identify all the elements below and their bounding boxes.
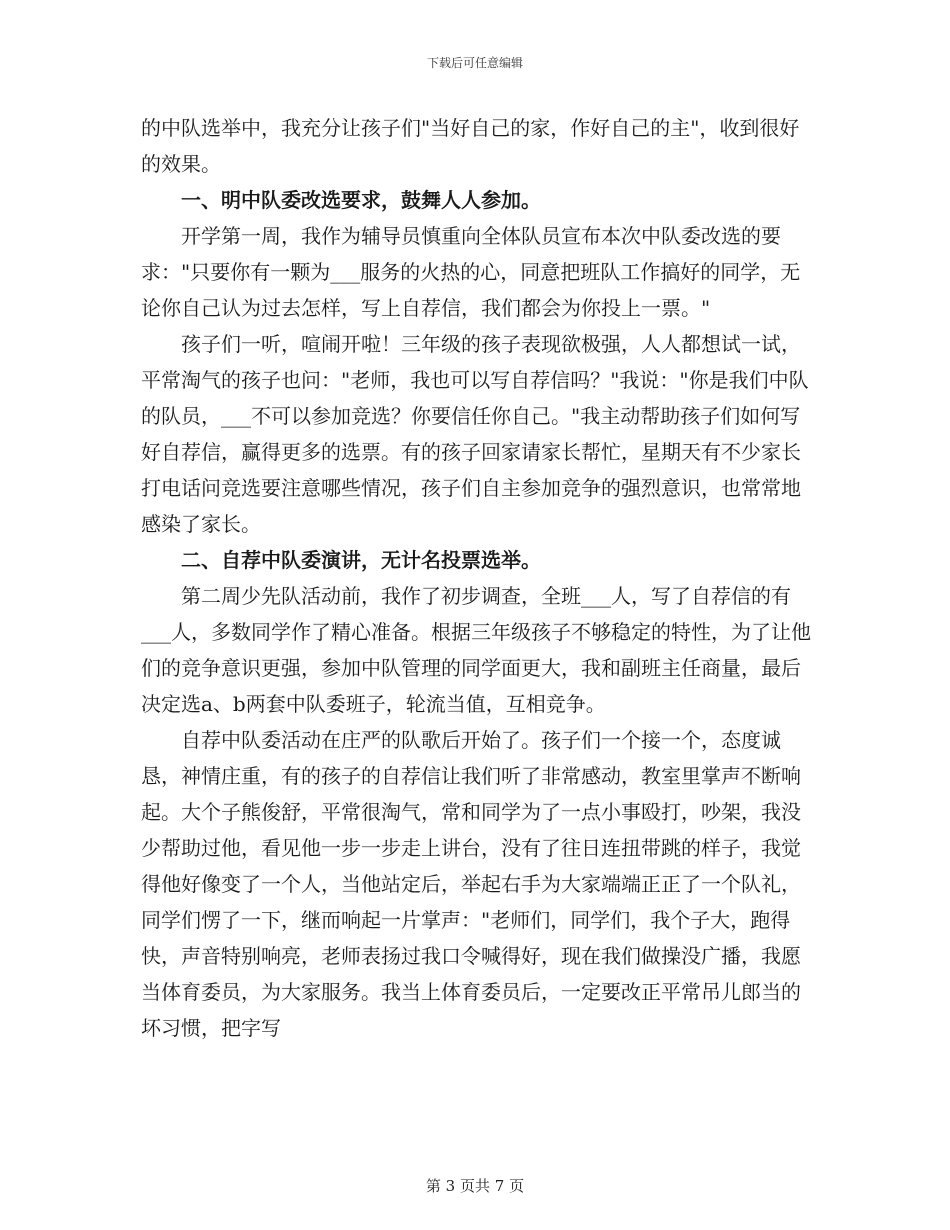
page-header: 下载后可任意编辑 bbox=[426, 56, 523, 70]
document-body bbox=[141, 110, 816, 1046]
paragraph: 孩子们一听，喧闹开啦！三年级的孩子表现欲极强，人人都想试一试，平常淘气的孩子也问："老师，我也可以写自荐信吗？"我说："你是我们中队的队员，___不可以参加竞选？你要信任你自己。"我主动帮助孩子们如何写好自荐信，赢得更多的选票。有的孩子回家请家长帮忙，星期天有不少家长打电话问竞选要注意哪些情况，孩子们自主参加竞争的强烈意识，也常常地感染了家长。 bbox=[141, 332, 809, 536]
page-number-footer: 第 3 页共 7 页 bbox=[425, 1177, 525, 1195]
section-heading: 二、自荐中队委演讲，无计名投票选举。 bbox=[181, 548, 541, 572]
paragraph: 开学第一周，我作为辅导员慎重向全体队员宣布本次中队委改选的要求："只要你有一颗为___服务的火热的心，同意把班队工作搞好的同学，无论你自己认为过去怎样，写上自荐信，我们都会为你投上一票。" bbox=[141, 224, 801, 320]
paragraph: 的中队选举中，我充分让孩子们"当好自己的家，作好自己的主"，收到很好的效果。 bbox=[141, 116, 800, 176]
paragraph: 第二周少先队活动前，我作了初步调查，全班___人，写了自荐信的有___人，多数同学作了精心准备。根据三年级孩子不够稳定的特性，为了让他们的竞争意识更强，参加中队管理的同学面更大，我和副班主任商量，最后决定选a、b两套中队委班子，轮流当值，互相竞争。 bbox=[141, 584, 811, 716]
paragraph: 自荐中队委活动在庄严的队歌后开始了。孩子们一个接一个，态度诚恳，神情庄重，有的孩子的自荐信让我们听了非常感动，教室里掌声不断响起。大个子熊俊舒，平常很淘气，常和同学为了一点小事殴打，吵架，我没少帮助过他，看见他一步一步走上讲台，没有了往日连扭带跳的样子，我觉得他好像变了一个人，当他站定后，举起右手为大家端端正正了一个队礼，同学们愣了一下，继而响起一片掌声："老师们，同学们，我个子大，跑得快，声音特别响亮，老师表扬过我口令喊得好，现在我们做操没广播，我愿当体育委员，为大家服务。我当上体育委员后，一定要改正平常吊儿郎当的坏习惯，把字写 bbox=[141, 728, 801, 1040]
section-heading: 一、明中队委改选要求，鼓舞人人参加。 bbox=[181, 188, 541, 212]
